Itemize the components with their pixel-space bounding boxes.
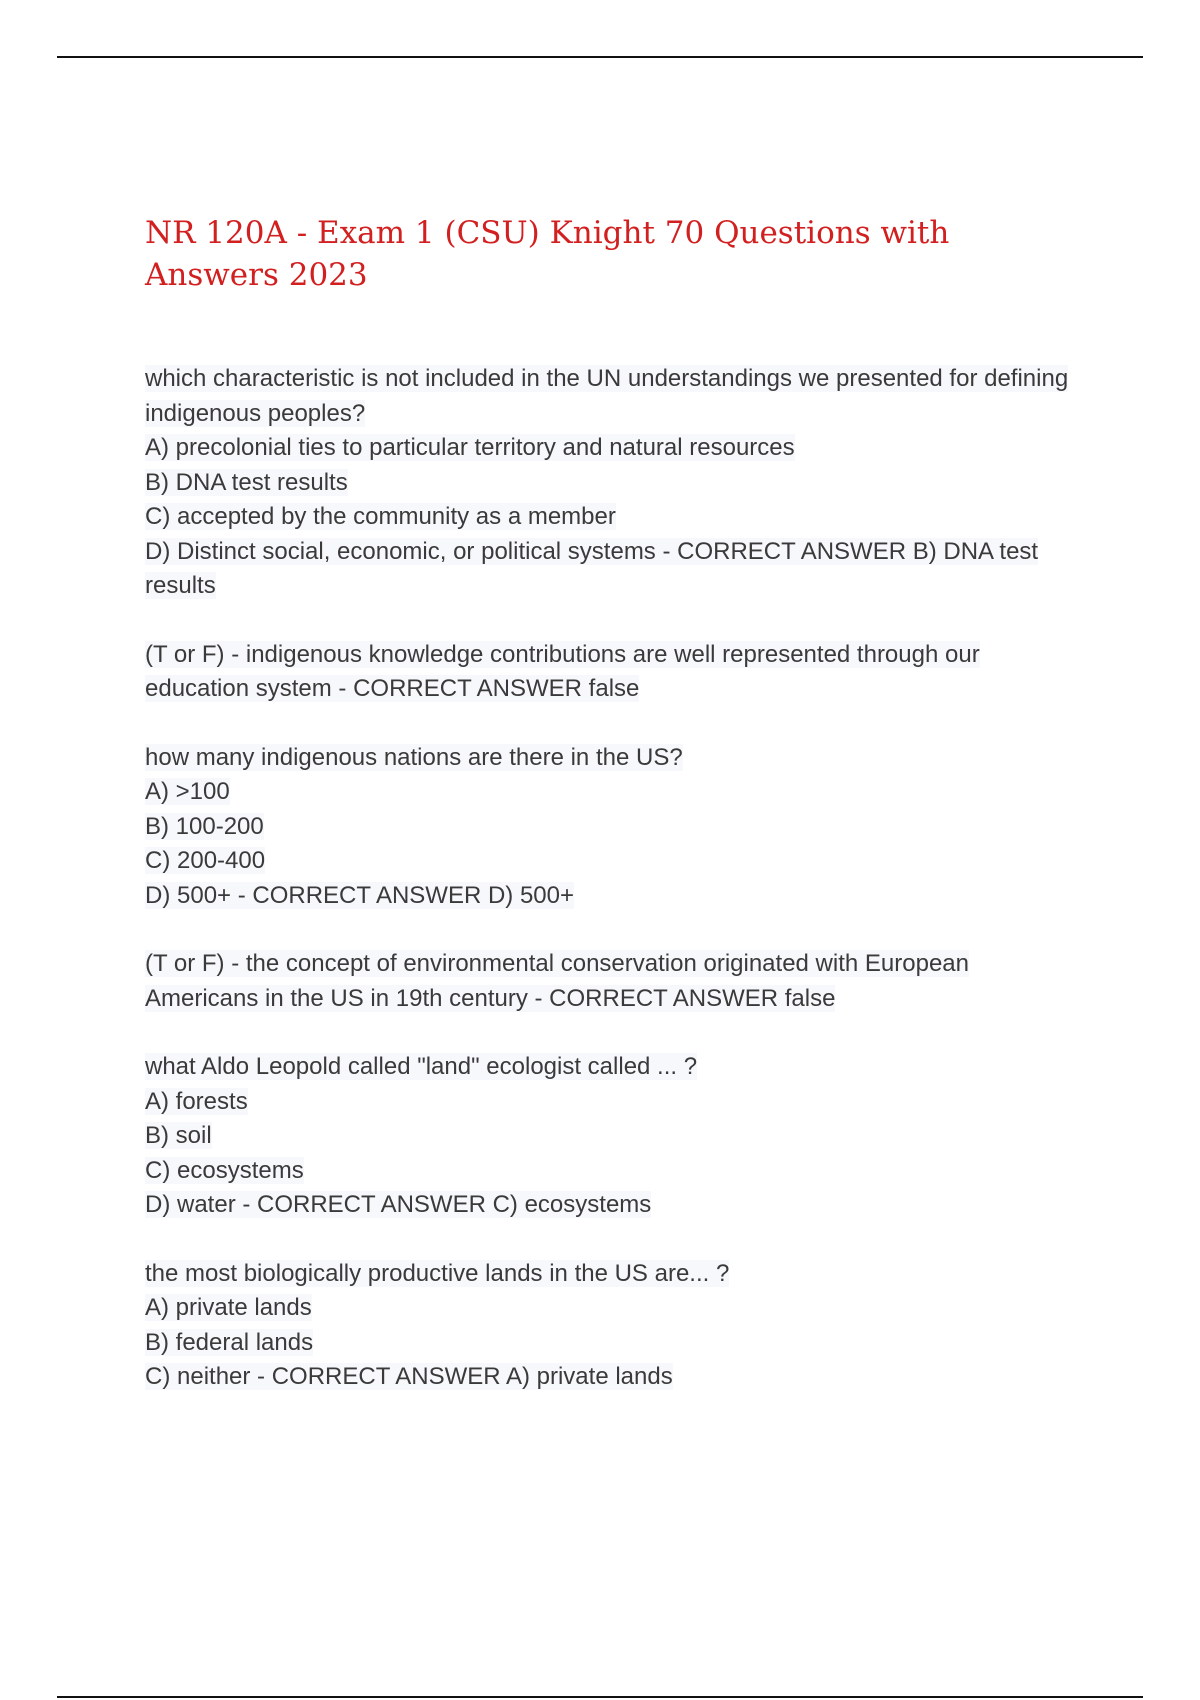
question-block-3 — [145, 741, 1075, 914]
question-text-with-correct-answer: (T or F) - the concept of environmental conservation originated with European Americans in the US in 19th century - CORRECT ANSWER false — [145, 950, 969, 1012]
question-list — [145, 362, 1075, 1395]
answer-option: B) 100-200 — [145, 812, 264, 840]
answer-option: C) 200-400 — [145, 847, 266, 874]
answer-option-with-correct-answer: C) neither - CORRECT ANSWER A) private lands — [145, 1363, 673, 1390]
answer-option: B) DNA test results — [145, 468, 348, 496]
answer-option: A) >100 — [145, 778, 230, 805]
answer-option-with-correct-answer: D) 500+ - CORRECT ANSWER D) 500+ — [145, 881, 575, 909]
answer-option: C) ecosystems — [145, 1156, 304, 1184]
question-text: what Aldo Leopold called "land" ecologist called ... ? — [145, 1053, 698, 1080]
question-block-4 — [145, 947, 1075, 1016]
answer-option-with-correct-answer: D) Distinct social, economic, or political systems - CORRECT ANSWER B) DNA test results — [145, 537, 1039, 599]
answer-option-with-correct-answer: D) water - CORRECT ANSWER C) ecosystems — [145, 1191, 652, 1218]
answer-option: A) forests — [145, 1087, 248, 1115]
question-block-2 — [145, 638, 1075, 707]
answer-option: B) federal lands — [145, 1328, 314, 1356]
question-block-1 — [145, 362, 1075, 604]
question-block-6 — [145, 1257, 1075, 1395]
footer-rule — [57, 1696, 1143, 1698]
document-body — [145, 212, 1075, 1429]
answer-option: B) soil — [145, 1122, 212, 1149]
question-text: how many indigenous nations are there in the US? — [145, 743, 683, 771]
document-title: NR 120A - Exam 1 (CSU) Knight 70 Questions with Answers 2023 — [145, 215, 950, 293]
question-text: which characteristic is not included in the UN understandings we presented for defining indigenous peoples? — [145, 365, 1069, 427]
question-block-5 — [145, 1050, 1075, 1223]
question-text-with-correct-answer: (T or F) - indigenous knowledge contributions are well represented through our education system - CORRECT ANSWER false — [145, 640, 980, 702]
answer-option: A) precolonial ties to particular territory and natural resources — [145, 434, 795, 461]
answer-option: A) private lands — [145, 1294, 312, 1321]
question-text: the most biologically productive lands in the US are... ? — [145, 1259, 730, 1287]
header-rule — [57, 56, 1143, 58]
answer-option: C) accepted by the community as a member — [145, 503, 616, 530]
